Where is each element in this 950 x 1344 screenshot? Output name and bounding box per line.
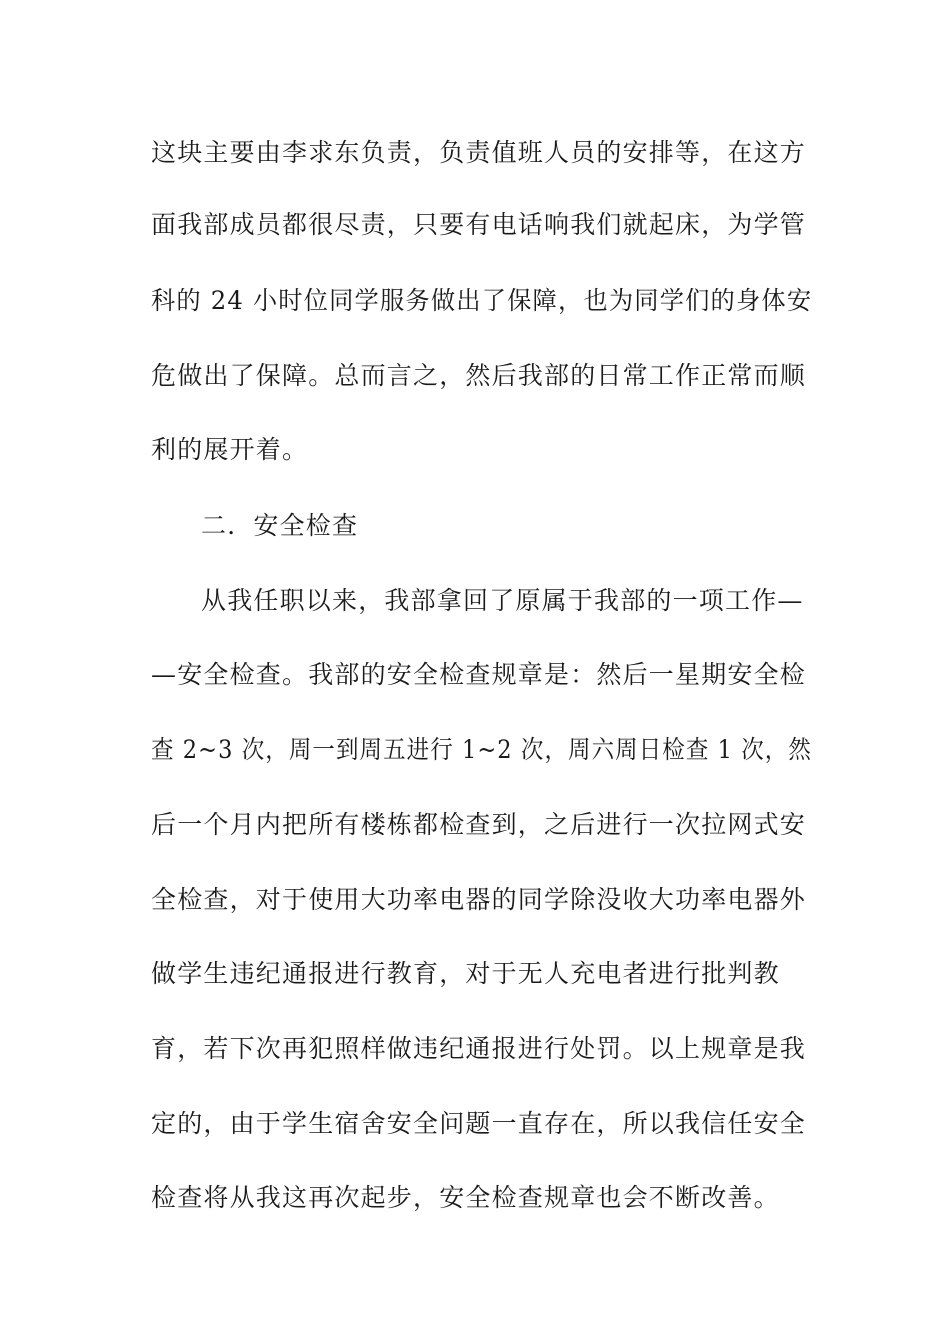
paragraph-line: —安全检查。我部的安全检查规章是：然后一星期安全检 [151, 660, 807, 689]
section-heading: 二．安全检查 [201, 511, 359, 540]
paragraph-line: 全检查，对于使用大功率电器的同学除没收大功率电器外 [151, 885, 807, 914]
paragraph-line: 面我部成员都很尽责，只要有电话响我们就起床，为学管 [151, 210, 807, 239]
paragraph-line: 这块主要由李求东负责，负责值班人员的安排等，在这方 [151, 138, 807, 167]
paragraph-line: 定的，由于学生宿舍安全问题一直存在，所以我信任安全 [151, 1109, 807, 1138]
paragraph-line: 检查将从我这再次起步，安全检查规章也会不断改善。 [151, 1183, 780, 1212]
paragraph-line: 育，若下次再犯照样做违纪通报进行处罚。以上规章是我 [151, 1034, 807, 1063]
paragraph-line: 查 2~3 次，周一到周五进行 1~2 次，周六周日检查 1 次，然 [151, 735, 812, 764]
paragraph-line: 后一个月内把所有楼栋都检查到，之后进行一次拉网式安 [151, 810, 807, 839]
paragraph-line: 利的展开着。 [151, 435, 309, 464]
paragraph-line: 科的 24 小时位同学服务做出了保障，也为同学们的身体安 [151, 286, 813, 315]
paragraph-line: 危做出了保障。总而言之，然后我部的日常工作正常而顺 [151, 361, 807, 390]
paragraph-line: 从我任职以来，我部拿回了原属于我部的一项工作— [201, 586, 804, 615]
paragraph-line: 做学生违纪通报进行教育，对于无人充电者进行批判教 [151, 959, 780, 988]
